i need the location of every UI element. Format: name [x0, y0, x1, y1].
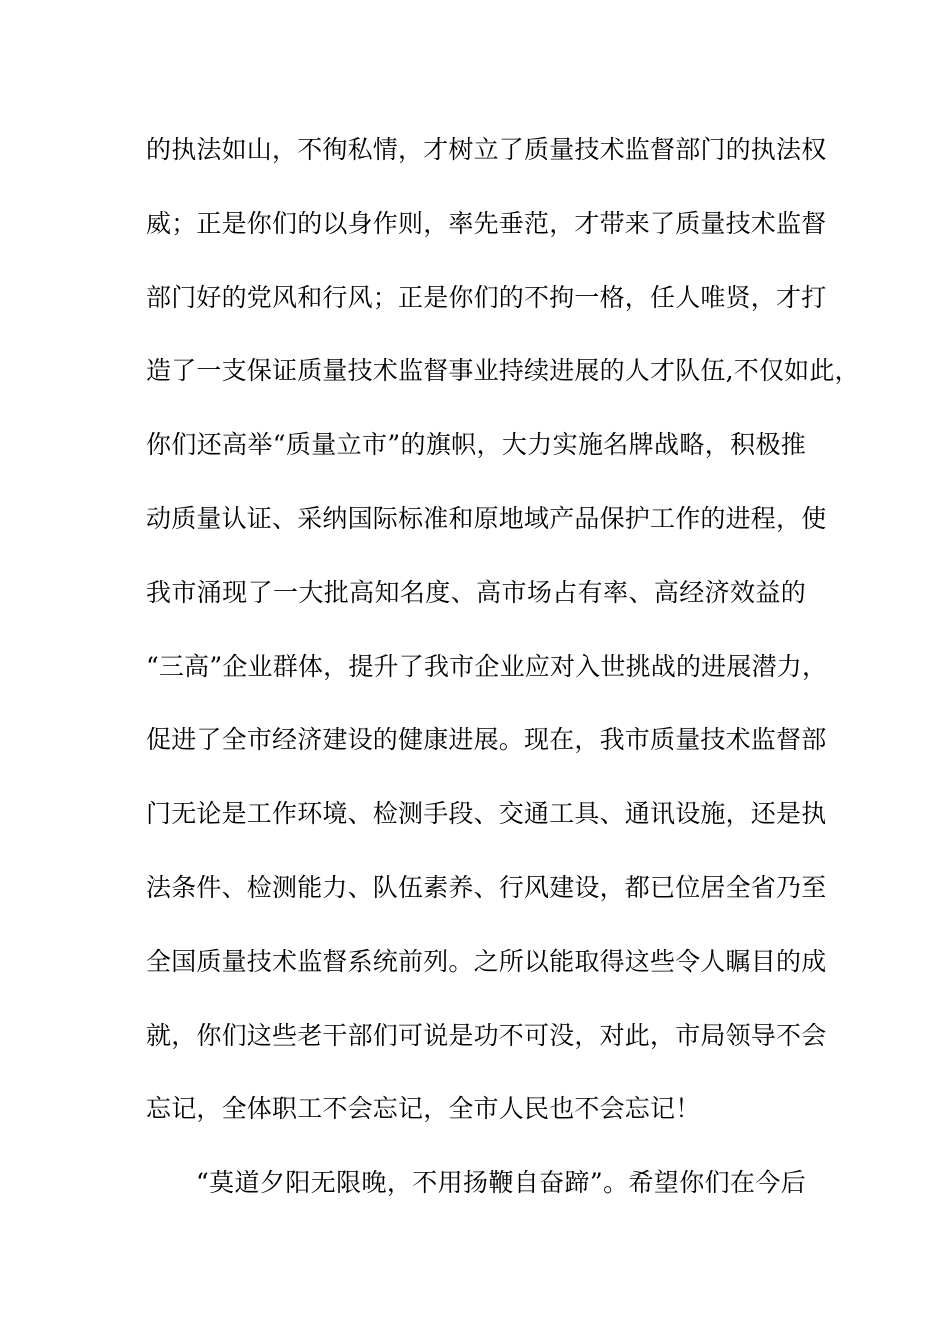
text-line: “三高”企业群体，提升了我市企业应对入世挑战的进展潜力， [146, 651, 828, 681]
paragraph-start-line: “莫道夕阳无限晚，不用扬鞭自奋蹄”。希望你们在今后 [196, 1168, 806, 1198]
text-line: 部门好的党风和行风；正是你们的不拘一格，任人唯贤，才打 [146, 282, 827, 312]
text-line: 你们还高举“质量立市”的旗帜，大力实施名牌战略，积极推 [146, 430, 806, 460]
text-line: 威；正是你们的以身作则，率先垂范，才带来了质量技术监督 [146, 208, 827, 238]
text-line: 促进了全市经济建设的健康进展。现在，我市质量技术监督部 [146, 725, 827, 755]
text-line: 法条件、检测能力、队伍素养、行风建设，都已位居全省乃至 [146, 872, 827, 902]
text-line: 全国质量技术监督系统前列。之所以能取得这些令人瞩目的成 [146, 946, 827, 976]
document-body [146, 131, 860, 1238]
text-line: 就，你们这些老干部们可说是功不可没，对此，市局领导不会 [146, 1020, 827, 1050]
text-line: 的执法如山，不徇私情，才树立了质量技术监督部门的执法权 [146, 135, 827, 164]
text-line: 门无论是工作环境、检测手段、交通工具、通讯设施，还是执 [146, 799, 827, 829]
text-line: 造了一支保证质量技术监督事业持续进展的人才队伍,不仅如此， [146, 356, 860, 386]
paragraph-end-line: 忘记，全体职工不会忘记，全市人民也不会忘记！ [146, 1094, 701, 1124]
text-line: 动质量认证、采纳国际标准和原地域产品保护工作的进程，使 [146, 503, 827, 533]
text-line: 我市涌现了一大批高知名度、高市场占有率、高经济效益的 [146, 577, 806, 607]
